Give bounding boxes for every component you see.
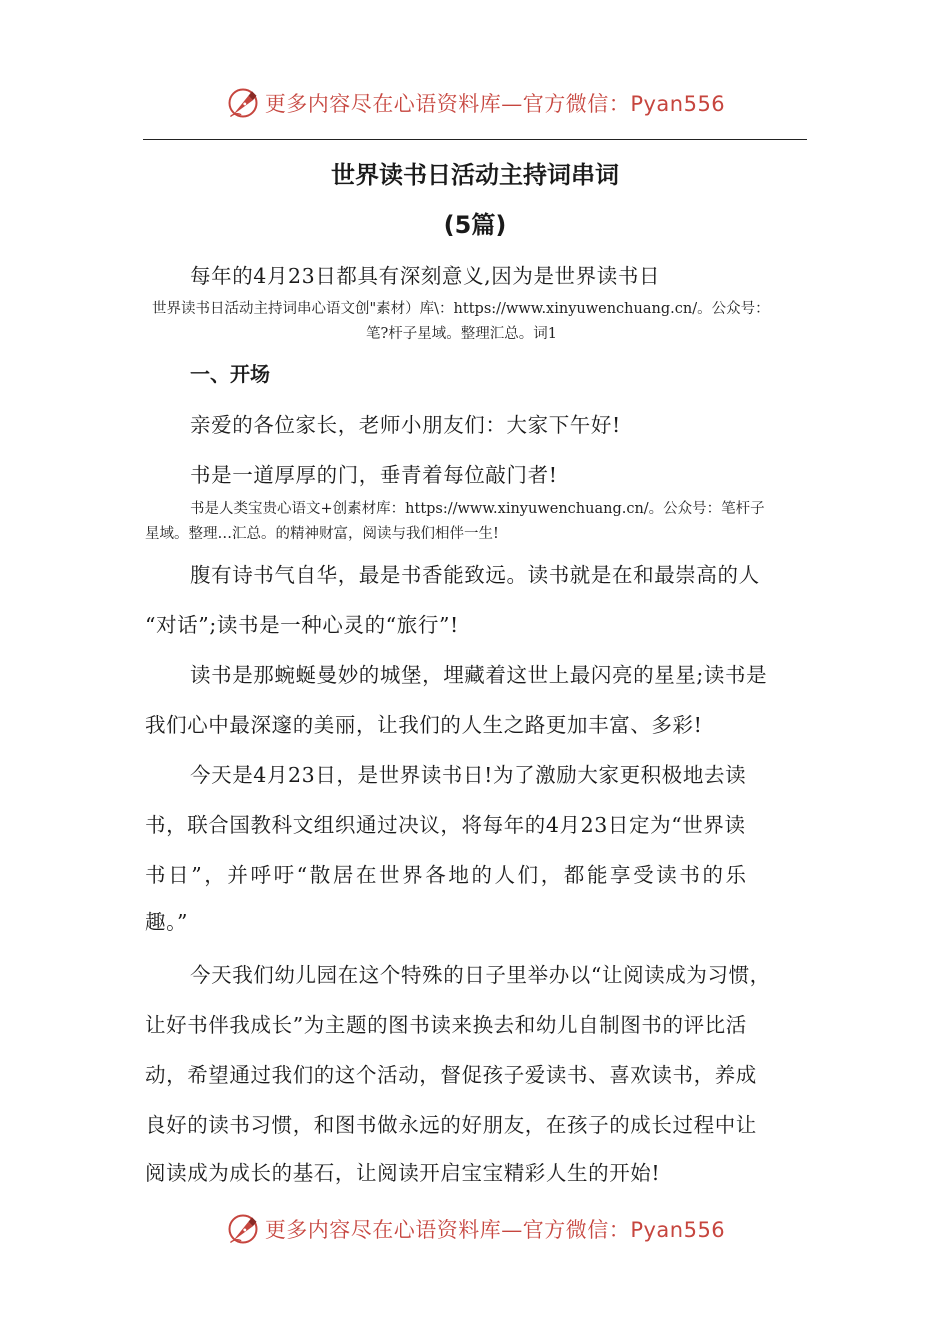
source-note-2-line-2: 星域。整理…汇总。的精神财富，阅读与我们相伴一生! (145, 526, 499, 542)
paragraph-5-line-2: 书，联合国教科文组织通过决议，将每年的4月23日定为“世界读 (145, 813, 746, 837)
document-subtitle: (5篇) (443, 211, 507, 239)
paragraph-5-line-1: 今天是4月23日，是世界读书日!为了激励大家更积极地去读 (190, 763, 747, 787)
source-note-1-line-1: 世界读书日活动主持词串心语文创"素材）库\：https://www.xinyuwenchuang.cn/。公众号： (152, 301, 770, 317)
banner-brand: Pyan556 (630, 1218, 726, 1242)
paragraph-6-line-4: 良好的读书习惯，和图书做永远的好朋友，在孩子的成长过程中让 (145, 1113, 757, 1137)
source-note-1-line-2: 笔?杆子星域。整理汇总。词1 (366, 326, 557, 342)
paragraph-3-line-1: 腹有诗书气自华，最是书香能致远。读书就是在和最崇高的人 (190, 563, 760, 587)
paragraph-3-line-2: “对话”;读书是一种心灵的“旅行”! (145, 613, 459, 637)
document-title: 世界读书日活动主持词串词 (331, 161, 619, 189)
paragraph-2: 书是一道厚厚的门，垂青着每位敲门者! (190, 463, 558, 487)
banner-text: 更多内容尽在心语资料库—官方微信：Pyan556 (264, 1218, 726, 1242)
paragraph-1: 亲爱的各位家长，老师小朋友们：大家下午好! (190, 413, 621, 437)
section-heading: 一、开场 (190, 362, 270, 386)
pen-nib-logo-icon (225, 85, 261, 121)
paragraph-4-line-2: 我们心中最深邃的美丽，让我们的人生之路更加丰富、多彩! (145, 713, 703, 737)
paragraph-5-line-3: 书日”，并呼吁“散居在世界各地的人们，都能享受读书的乐 (145, 863, 749, 887)
banner-text: 更多内容尽在心语资料库—官方微信：Pyan556 (264, 92, 726, 116)
paragraph-5-line-4: 趣。” (145, 910, 189, 934)
paragraph-6-line-1: 今天我们幼儿园在这个特殊的日子里举办以“让阅读成为习惯， (190, 963, 771, 987)
pen-nib-logo-icon (225, 1211, 261, 1247)
banner-brand: Pyan556 (630, 92, 726, 116)
intro-line: 每年的4月23日都具有深刻意义,因为是世界读书日 (190, 264, 661, 288)
paragraph-4-line-1: 读书是那蜿蜒曼妙的城堡，埋藏着这世上最闪亮的星星;读书是 (190, 663, 768, 687)
paragraph-6-line-2: 让好书伴我成长”为主题的图书读来换去和幼儿自制图书的评比活 (145, 1013, 747, 1037)
footer-banner (0, 1204, 950, 1254)
header-banner (0, 78, 950, 128)
header-divider (143, 139, 807, 140)
source-note-2-line-1: 书是人类宝贵心语文+创素材库：https://www.xinyuwenchuang.cn/。公众号：笔杆子 (190, 501, 765, 517)
paragraph-6-line-3: 动，希望通过我们的这个活动，督促孩子爱读书、喜欢读书，养成 (145, 1063, 757, 1087)
paragraph-6-line-5: 阅读成为成长的基石，让阅读开启宝宝精彩人生的开始! (145, 1161, 661, 1185)
